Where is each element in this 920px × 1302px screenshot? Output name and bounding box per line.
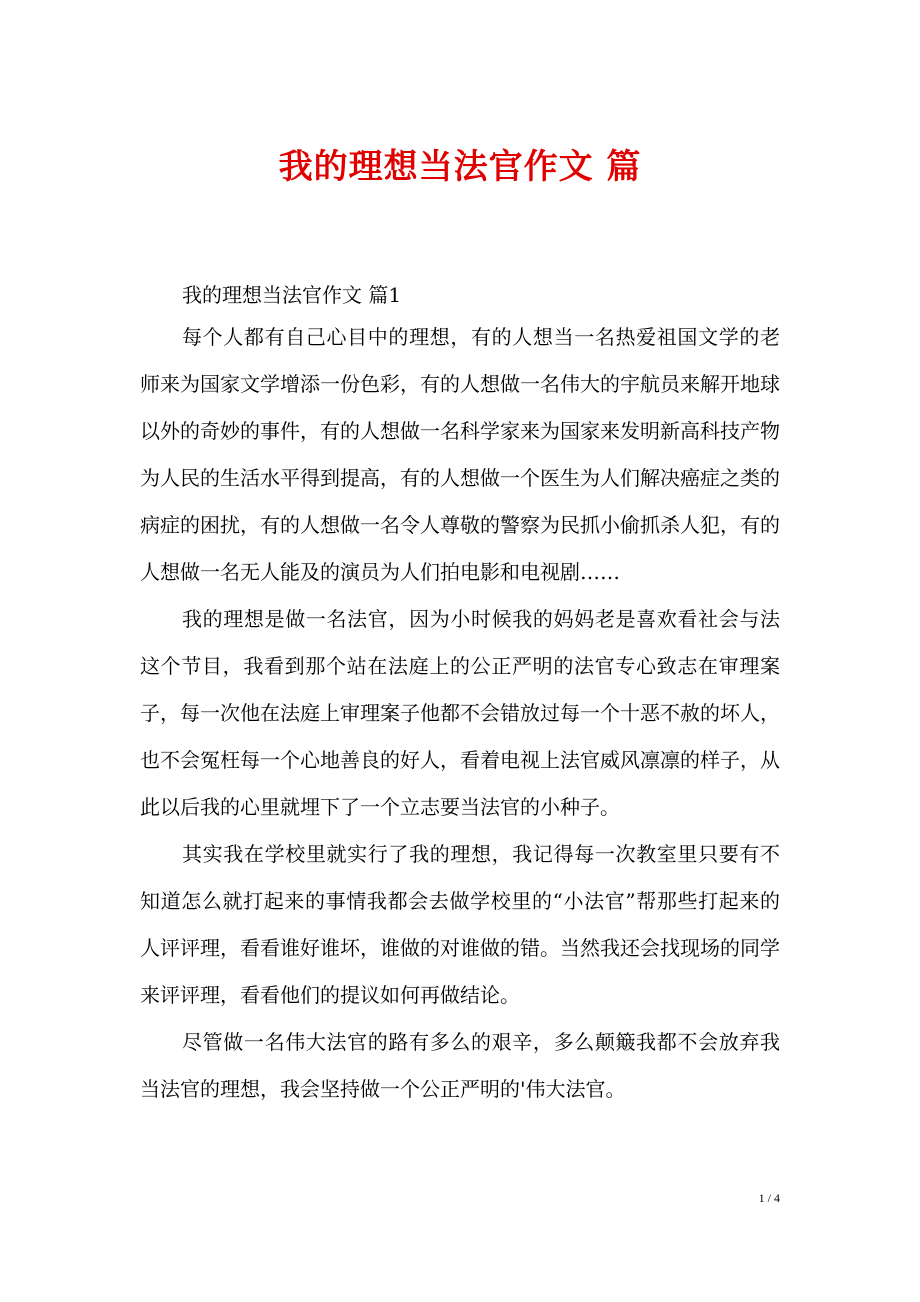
paragraph-1: 每个人都有自己心目中的理想，有的人想当一名热爱祖国文学的老师来为国家文学增添一份色彩，有的人想做一名伟大的宇航员来解开地球以外的奇妙的事件，有的人想做一名科学家来为国家来发明新高科技产物为人民的生活水平得到提高，有的人想做一个医生为人们解决癌症之类的病症的困扰，有的人想做一名令人尊敬的警察为民抓小偷抓杀人犯，有的人想做一名无人能及的演员为人们拍电影和电视剧…… — [140, 325, 780, 584]
paragraph-3: 其实我在学校里就实行了我的理想，我记得每一次教室里只要有不知道怎么就打起来的事情我都会去做学校里的“小法官”帮那些打起来的人评评理，看看谁好谁坏，谁做的对谁做的错。当然我还会找现场的同学来评评理，看看他们的提议如何再做结论。 — [140, 842, 780, 1007]
document-title: 我的理想当法官作文 篇 — [278, 147, 642, 187]
section-heading: 我的理想当法官作文 篇1 — [182, 283, 402, 307]
page-number: 1 / 4 — [758, 1191, 780, 1205]
paragraph-2: 我的理想是做一名法官，因为小时候我的妈妈老是喜欢看社会与法这个节目，我看到那个站在法庭上的公正严明的法官专心致志在审理案子，每一次他在法庭上审理案子他都不会错放过每一个十恶不赦的坏人，也不会冤枉每一个心地善良的好人，看着电视上法官威风凛凛的样子，从此以后我的心里就埋下了一个立志要当法官的小种子。 — [140, 607, 780, 819]
document-body — [140, 276, 780, 1113]
paragraph-4: 尽管做一名伟大法官的路有多么的艰辛，多么颠簸我都不会放弃我当法官的理想，我会坚持做一个公正严明的'伟大法官。 — [140, 1030, 780, 1101]
